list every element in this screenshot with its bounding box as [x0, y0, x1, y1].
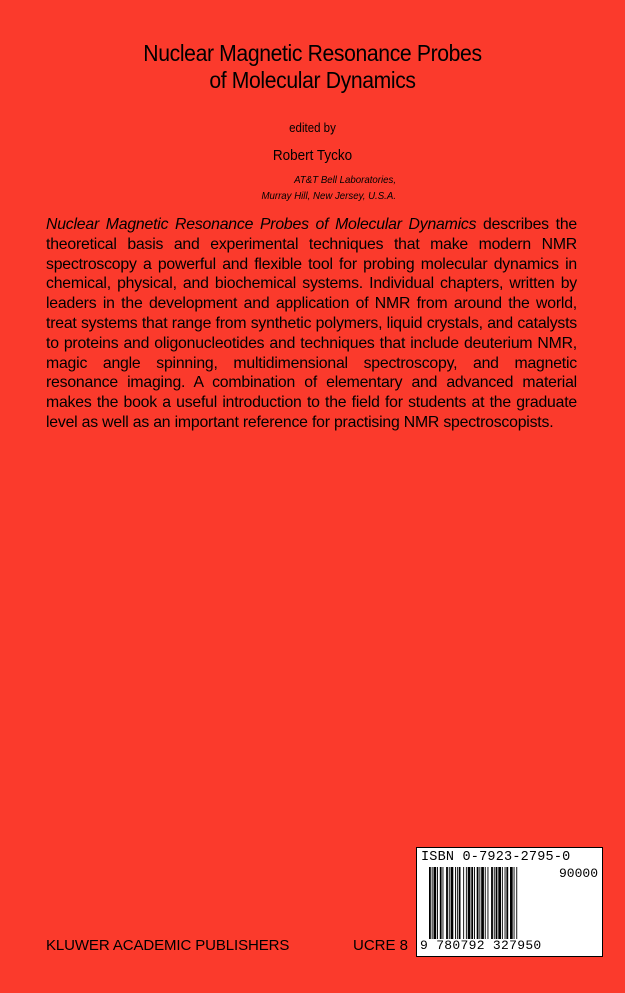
barcode-bar [446, 867, 448, 939]
description-body: describes the theoretical basis and experimental techniques that make modern NMR spectroscopy a powerful and flexible tool for probing molecular dynamics in chemical, physical, and biochemical systems. Individual chapters, written by leaders in the development and application of NMR from around the world, treat systems that range from synthetic polymers, liquid crystals, and catalysts to proteins and oligonucleotides and techniques that include deuterium NMR, magic angle spinning, multidimensional spectroscopy, and magnetic resonance imaging. A combination of elementary and advanced material makes the book a useful introduction to the field for students at the graduate level as well as an important reference for practising NMR spectroscopists. [46, 216, 577, 431]
barcode-bar [468, 867, 471, 939]
barcode-bar [506, 867, 508, 939]
barcode-bar [516, 867, 517, 939]
barcode-bar [494, 867, 495, 939]
barcode-bar [474, 867, 475, 939]
barcode-bar [502, 867, 503, 939]
barcode-bar [440, 867, 442, 939]
barcode-bar [451, 867, 454, 939]
barcode-bar [449, 867, 450, 939]
barcode-bar [432, 867, 433, 939]
book-title-line-1: Nuclear Magnetic Resonance Probes [143, 40, 482, 66]
barcode-bar [471, 867, 473, 939]
barcode-bar [466, 867, 467, 939]
barcode-bar [479, 867, 480, 939]
barcode-bar [488, 867, 489, 939]
barcode-bars [429, 867, 551, 939]
barcode-bar [437, 867, 438, 939]
barcode-bar [496, 867, 498, 939]
barcode-bar [481, 867, 484, 939]
barcode-bar [455, 867, 456, 939]
isbn-number: ISBN 0-7923-2795-0 [421, 850, 571, 865]
editor-name: Robert Tycko [272, 147, 353, 164]
barcode-bar [459, 867, 461, 939]
price-code: 90000 [558, 866, 598, 881]
barcode-bar [505, 867, 506, 939]
barcode-bar [498, 867, 501, 939]
barcode-bar [510, 867, 513, 939]
barcode-bar [429, 867, 431, 939]
editor-affiliation-line-1: AT&T Bell Laboratories, [294, 174, 396, 186]
barcode-bar [463, 867, 464, 939]
editor-affiliation-line-2: Murray Hill, New Jersey, U.S.A. [261, 190, 396, 202]
barcode-bar [457, 867, 458, 939]
barcode-bar [485, 867, 486, 939]
barcode-bar [443, 867, 444, 939]
book-title-line-2: of Molecular Dynamics [209, 67, 416, 93]
publisher-name: KLUWER ACADEMIC PUBLISHERS [46, 937, 290, 954]
barcode-bar [477, 867, 479, 939]
series-code: UCRE 8 [353, 937, 409, 954]
isbn-barcode [416, 847, 603, 957]
barcode-bar [514, 867, 515, 939]
edited-by-label: edited by [289, 121, 336, 135]
book-description [46, 215, 577, 433]
barcode-bar [491, 867, 493, 939]
description-book-title: Nuclear Magnetic Resonance Probes of Molecular Dynamics [46, 216, 477, 233]
ean-digits: 9 780792 327950 [420, 938, 542, 953]
barcode-bar [434, 867, 437, 939]
